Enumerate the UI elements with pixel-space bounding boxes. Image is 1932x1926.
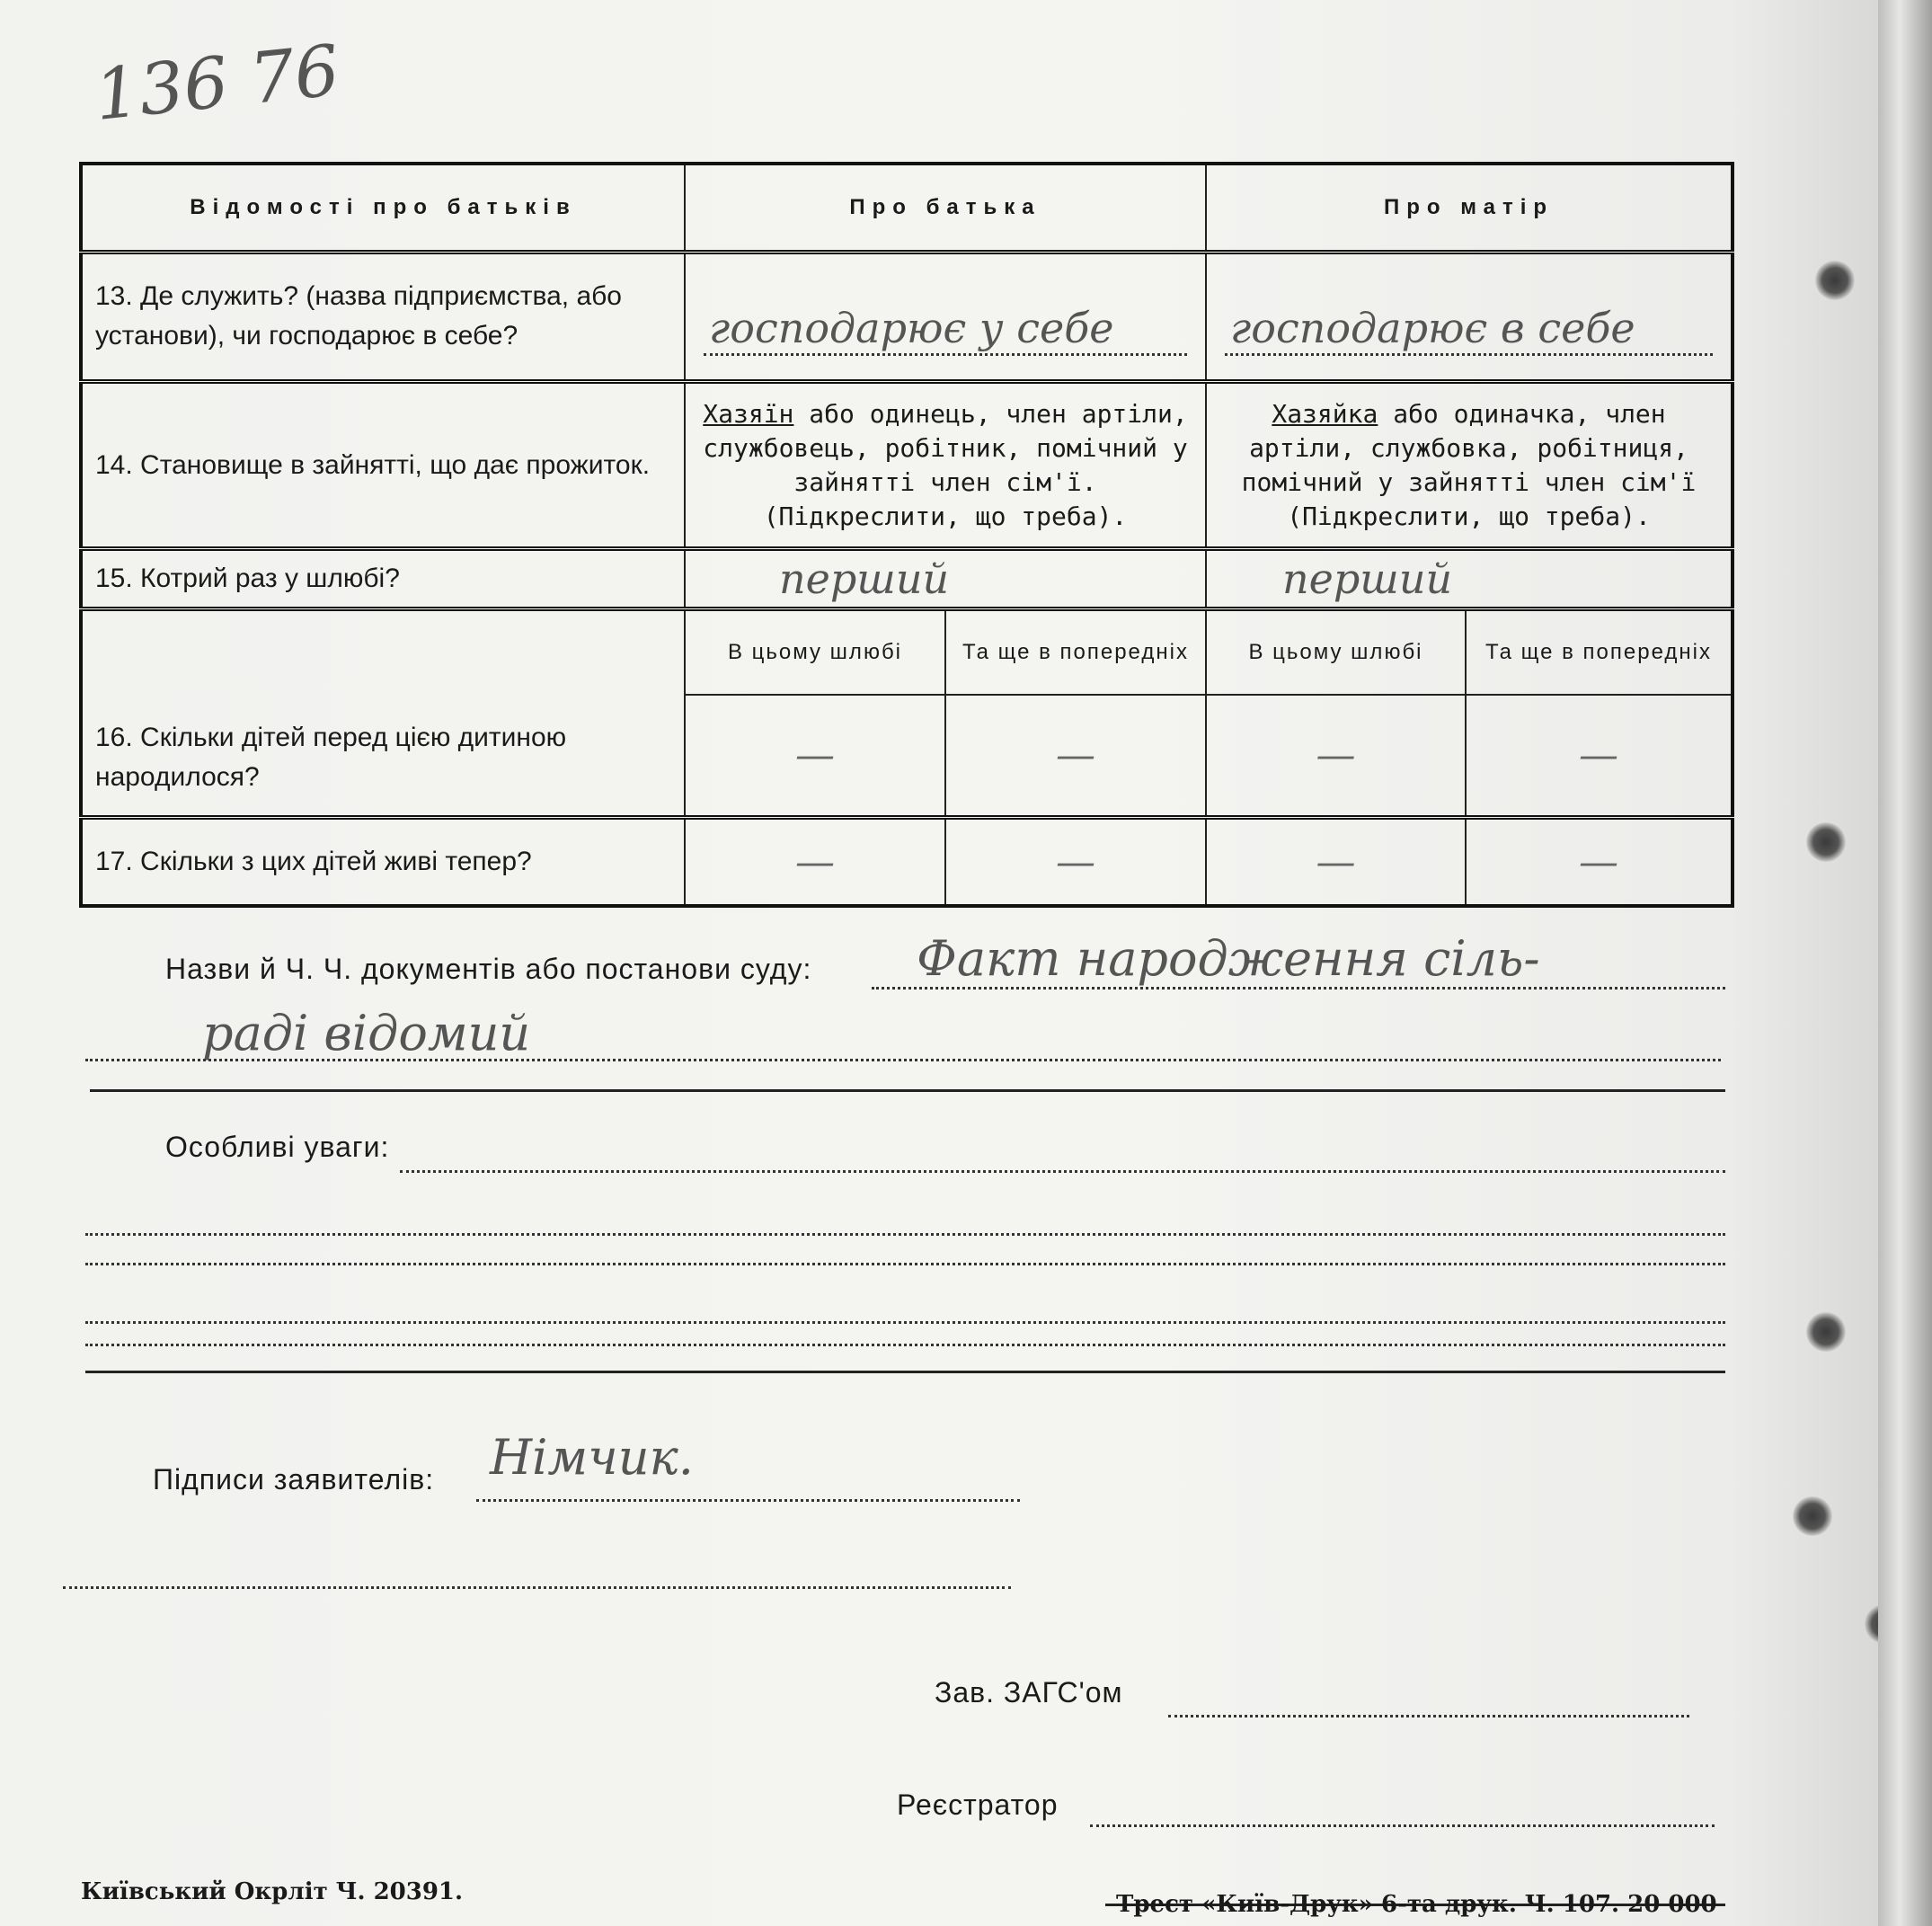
options-text-mother: або одиначка, член артіли, службовка, робітниця, помічний у зайнятті член сім'ї	[1241, 398, 1697, 497]
answer-line	[1225, 353, 1713, 356]
documents-dotted-line-2	[85, 1059, 1721, 1061]
row17-father-this: —	[685, 818, 945, 906]
documents-value-line1: Факт народження сіль-	[917, 930, 1540, 987]
page-edge	[1878, 0, 1932, 1926]
row17-mother-prev: —	[1466, 818, 1733, 906]
remarks-dotted-line-3	[85, 1263, 1725, 1265]
answer-15-mother-cell	[1206, 548, 1733, 608]
documents-value-line2: раді відомий	[202, 1005, 531, 1061]
answer-line	[704, 353, 1187, 356]
table-row-17	[81, 818, 1733, 906]
remarks-dotted-line-2	[85, 1233, 1725, 1236]
row16-mother-this: —	[1206, 695, 1466, 818]
archive-number: 136 76	[91, 30, 343, 138]
row16-mother-prev: —	[1466, 695, 1733, 818]
remarks-rule	[85, 1371, 1725, 1373]
registrar-label: Реєстратор	[897, 1788, 1059, 1821]
answer-15-father-cell	[685, 548, 1206, 608]
signatures-label: Підписи заявителів:	[153, 1463, 435, 1496]
answer-13-father-cell	[685, 252, 1206, 382]
sub-mother-this-marriage: В цьому шлюбі	[1206, 609, 1466, 695]
row17-mother-this: —	[1206, 818, 1466, 906]
documents-label: Назви й Ч. Ч. документів або постанови суду:	[165, 953, 812, 985]
question-13: 13. Де служить? (назва підприємства, або установи), чи господарює в себе?	[81, 252, 685, 382]
zags-label: Зав. ЗАГС'ом	[935, 1676, 1123, 1709]
signatures-dotted-line	[476, 1499, 1020, 1502]
binding-hole	[1806, 1312, 1846, 1352]
options-text-father: або одинець, член артіли, службовець, робітник, помічний у зайнятті член сім'ї.	[703, 398, 1188, 497]
header-father: Про батька	[685, 164, 1206, 252]
table-row-16-subheader	[81, 609, 1733, 695]
question-14: 14. Становище в зайнятті, що дає прожиток.	[81, 382, 685, 549]
options-note-mother: (Підкреслити, що треба).	[1287, 501, 1651, 531]
signatures-dotted-line-2	[63, 1586, 1011, 1589]
row16-father-this: —	[685, 695, 945, 818]
underlined-option-father: Хазяїн	[703, 398, 794, 429]
remarks-label: Особливі уваги:	[165, 1131, 390, 1163]
parents-table	[79, 162, 1734, 908]
zags-dotted-line	[1168, 1715, 1689, 1717]
binding-hole	[1806, 822, 1846, 862]
documents-rule	[90, 1089, 1725, 1092]
question-15: 15. Котрий раз у шлюбі?	[81, 548, 685, 608]
remarks-dotted-line-5	[85, 1344, 1725, 1346]
question-17: 17. Скільки з цих дітей живі тепер?	[81, 818, 685, 906]
header-parents-info: Відомості про батьків	[81, 164, 685, 252]
sub-father-previous: Та ще в попередніх	[945, 609, 1206, 695]
table-header-row	[81, 164, 1733, 252]
table-row-15	[81, 548, 1733, 608]
header-mother: Про матір	[1206, 164, 1733, 252]
signatures-value: Німчик.	[490, 1429, 694, 1486]
sub-father-this-marriage: В цьому шлюбі	[685, 609, 945, 695]
row16-father-prev: —	[945, 695, 1206, 818]
options-14-mother	[1206, 382, 1733, 549]
binding-hole	[1815, 261, 1855, 300]
options-14-father	[685, 382, 1206, 549]
footer-left: Київський Окрліт Ч. 20391.	[81, 1878, 464, 1905]
table-row-13	[81, 252, 1733, 382]
answer-13-mother: господарює в себе	[1230, 304, 1635, 353]
answer-13-father: господарює у себе	[709, 304, 1114, 353]
answer-15-father: перший	[779, 555, 950, 604]
documents-dotted-line	[872, 987, 1725, 990]
registrar-dotted-line	[1090, 1824, 1715, 1827]
table-row-14	[81, 382, 1733, 549]
sub-mother-previous: Та ще в попередніх	[1466, 609, 1733, 695]
question-16: 16. Скільки дітей перед цією дитиною народилося?	[81, 609, 685, 818]
remarks-dotted-line	[400, 1170, 1725, 1173]
options-note-father: (Підкреслити, що треба).	[763, 501, 1128, 531]
answer-15-mother: перший	[1282, 555, 1453, 604]
binding-hole	[1793, 1496, 1832, 1536]
remarks-dotted-line-4	[85, 1321, 1725, 1324]
footer-right: Трест «Київ-Друк» 6-та друк. Ч. 107. 20 000	[1116, 1891, 1717, 1918]
answer-13-mother-cell	[1206, 252, 1733, 382]
underlined-option-mother: Хазяйка	[1272, 398, 1378, 429]
row17-father-prev: —	[945, 818, 1206, 906]
